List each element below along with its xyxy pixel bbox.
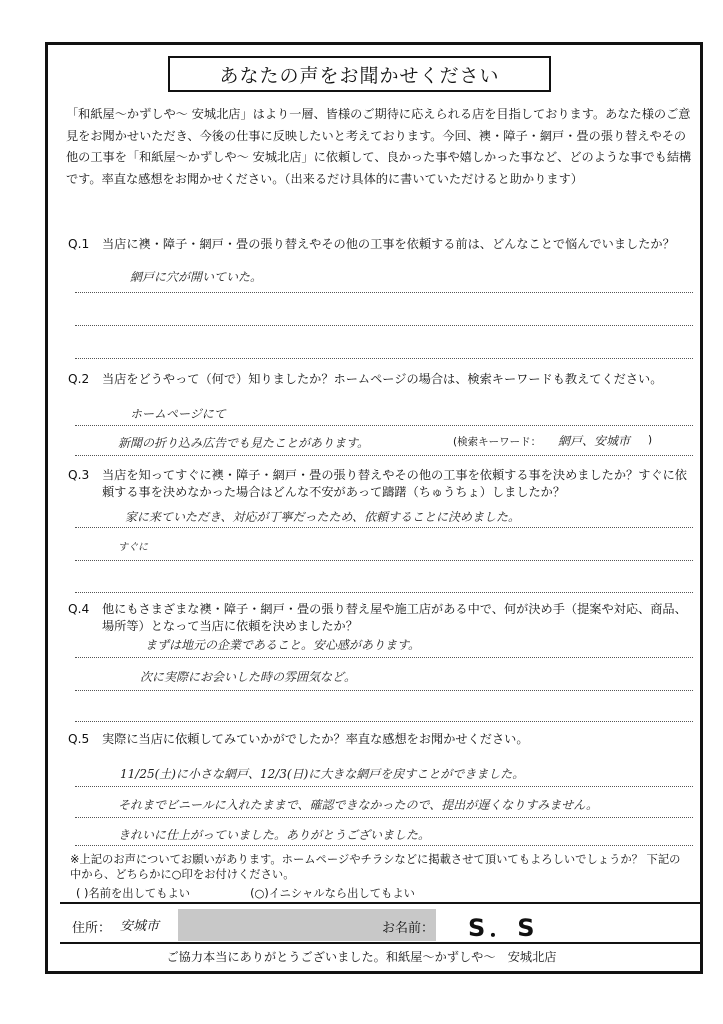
keyword-value: 網戸、安城市	[558, 434, 631, 448]
question-number: Q.5	[68, 732, 90, 746]
answer-3-insert: すぐに	[118, 542, 148, 553]
answer-line	[75, 292, 693, 293]
name-label: お名前：	[382, 921, 435, 936]
question-3	[68, 467, 687, 501]
answer-line	[75, 527, 693, 528]
publication-choices	[76, 885, 415, 901]
question-1	[68, 236, 687, 253]
name-value: S．S	[468, 914, 539, 942]
question-4	[68, 601, 687, 635]
publication-note: ※上記のお声についてお願いがあります。ホームページやチラシなどに掲載させて頂いてもよろしいでしょうか？ 下記の中から、どちらかに○印をお付けください。	[70, 853, 681, 881]
keyword-label: (検索キーワード：	[453, 436, 542, 448]
answer-line	[75, 845, 693, 846]
answer-line	[75, 560, 693, 561]
answer-5-line-2: それまでビニールに入れたままで、確認できなかったので、提出が遅くなりすみません。	[118, 798, 599, 812]
answer-3-line-1: 家に来ていただき、対応が丁寧だったため、依頼することに決めました。	[125, 510, 521, 524]
question-text: 実際に当店に依頼してみていかがでしたか？率直な感想をお聞かせください。	[102, 732, 529, 746]
answer-line	[75, 817, 693, 818]
answer-line	[75, 358, 693, 359]
address-label: 住所：	[72, 921, 112, 936]
question-number: Q.2	[68, 372, 90, 386]
choice-initials-ok[interactable]: (○)イニシャルなら出してもよい	[250, 887, 415, 900]
intro-text: 「和紙屋〜かずしや〜 安城北店」はより一層、皆様のご期待に応えられる店を目指しております。あなた様のご意見をお聞かせいただき、今後の仕事に反映したいと考えております。今回、襖・障子・網戸・畳の張り替えやその他の工事を「和紙屋〜かずしや〜 安城北店」に依頼して、良かった事や嬉しかった事など、どのような事でも結構です。率直な感想をお聞かせください。（出来るだけ具体的に書いていただけると助かります）	[66, 107, 692, 186]
question-text: 当店をどうやって（何で）知りましたか？ホームページの場合は、検索キーワードも教えてください。	[102, 372, 663, 386]
answer-line	[75, 690, 693, 691]
address-row	[60, 902, 700, 944]
choice-name-ok[interactable]: ( )名前を出してもよい	[76, 887, 191, 900]
address-value: 安城市	[120, 919, 160, 934]
footer-thanks: ご協力本当にありがとうございました。和紙屋〜かずしや〜 安城北店	[166, 950, 557, 964]
answer-5-line-1: 11/25(土)に小さな網戸、12/3(日)に大きな網戸を戻すことができました。	[120, 767, 525, 781]
question-number: Q.3	[68, 468, 90, 482]
keyword-close: )	[648, 434, 653, 446]
question-number: Q.1	[68, 237, 90, 251]
answer-5-line-3: きれいに仕上がっていました。ありがとうございました。	[118, 828, 431, 842]
answer-line	[75, 455, 693, 456]
answer-line	[75, 657, 693, 658]
question-text: 当店に襖・障子・網戸・畳の張り替えやその他の工事を依頼する前は、どんなことで悩んでいましたか？	[102, 237, 675, 251]
answer-2-line-1: ホームページにて	[130, 407, 226, 421]
answer-line	[75, 425, 693, 426]
answer-line	[75, 721, 693, 722]
question-2	[68, 371, 687, 388]
answer-4-line-1: まずは地元の企業であること。安心感があります。	[145, 638, 421, 652]
answer-2-line-2: 新聞の折り込み広告でも見たことがあります。	[118, 436, 370, 450]
answer-1-line-1: 網戸に穴が開いていた。	[130, 270, 263, 284]
question-5	[68, 731, 687, 748]
answer-4-line-2: 次に実際にお会いした時の雰囲気など。	[140, 670, 357, 684]
page-title: あなたの声をお聞かせください	[168, 56, 551, 92]
question-number: Q.4	[68, 602, 90, 616]
answer-line	[75, 786, 693, 787]
answer-line	[75, 592, 693, 593]
question-text: 当店を知ってすぐに襖・障子・網戸・畳の張り替えやその他の工事を依頼する事を決めましたか？すぐに依頼する事を決めなかった場合はどんな不安があって躊躇（ちゅうちょ）しましたか？	[102, 468, 687, 499]
answer-line	[75, 325, 693, 326]
question-text: 他にもさまざまな襖・障子・網戸・畳の張り替え屋や施工店がある中で、何が決め手（提案や対応、商品、場所等）となって当店に依頼を決めましたか？	[102, 602, 687, 633]
